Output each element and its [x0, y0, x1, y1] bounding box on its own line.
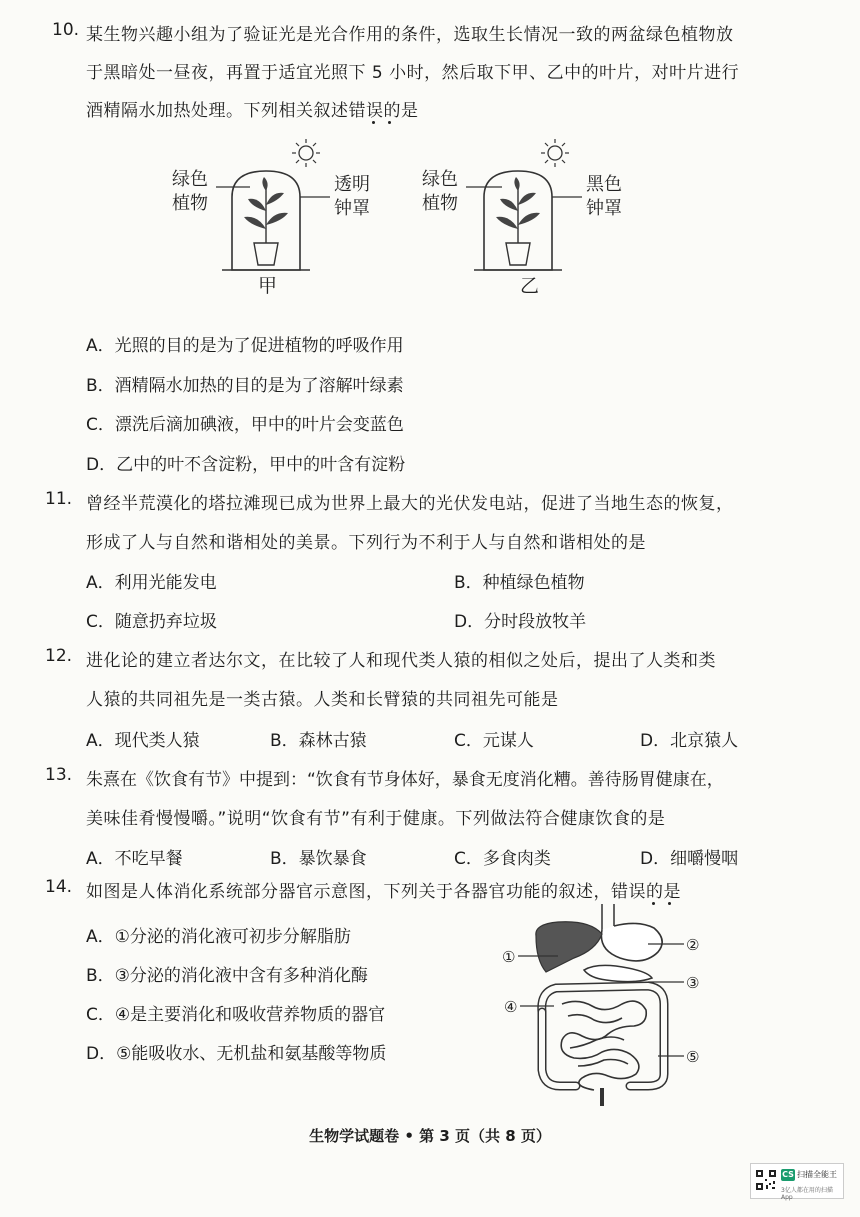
liver — [536, 922, 602, 972]
badge-title: 扫描全能王 — [797, 1170, 837, 1179]
large-intestine — [542, 986, 664, 1086]
esophagus — [602, 904, 614, 930]
right-cover-label-2: 钟罩 — [586, 198, 622, 219]
q10-option-c[interactable]: C．漂洗后滴加碘液，甲中的叶片会变蓝色 — [86, 415, 404, 435]
label-2: ② — [686, 936, 700, 954]
q12-option-d[interactable]: D．北京猿人 — [640, 731, 739, 751]
q11-option-c[interactable]: C．随意扔弃垃圾 — [86, 612, 217, 632]
q13-stem-line2: 美味佳肴慢慢嚼。”说明“饮食有节”有利于健康。下列做法符合健康饮食的是 — [86, 809, 666, 829]
q11-stem-line1: 曾经半荒漠化的塔拉滩现已成为世界上最大的光伏发电站，促进了当地生态的恢复， — [86, 494, 734, 514]
q11-option-a[interactable]: A．利用光能发电 — [86, 573, 217, 593]
q10-number: 10. — [52, 20, 80, 40]
q13-option-b[interactable]: B．暴饮暴食 — [270, 849, 367, 869]
badge-subtitle: 3亿人都在用的扫描App — [781, 1187, 833, 1201]
left-cover-label-1: 透明 — [334, 174, 370, 195]
green-plant — [496, 177, 540, 265]
q14-stem-line1: 如图是人体消化系统部分器官示意图，下列关于各器官功能的叙述，错误的是 — [86, 882, 681, 902]
label-5: ⑤ — [686, 1048, 700, 1066]
q13-option-c[interactable]: C．多食肉类 — [454, 849, 551, 869]
q13-stem-line1: 朱熹在《饮食有节》中提到：“饮食有节身体好，暴食无度消化糟。善待肠胃健康在， — [86, 770, 724, 790]
qr-code-icon — [755, 1169, 777, 1191]
left-cover-label-2: 钟罩 — [334, 198, 370, 219]
scanner-watermark — [750, 1163, 844, 1199]
q11-option-d[interactable]: D．分时段放牧羊 — [454, 612, 587, 632]
sun-icon — [541, 139, 569, 167]
q11-number: 11. — [45, 489, 73, 509]
pancreas — [584, 965, 652, 981]
label-4: ④ — [504, 998, 518, 1016]
q13-option-d[interactable]: D．细嚼慢咽 — [640, 849, 739, 869]
q14-option-c[interactable]: C．④是主要消化和吸收营养物质的器官 — [86, 1005, 386, 1025]
q14-option-a[interactable]: A．①分泌的消化液可初步分解脂肪 — [86, 927, 351, 947]
q10-option-a[interactable]: A．光照的目的是为了促进植物的呼吸作用 — [86, 336, 404, 356]
stomach — [601, 923, 662, 960]
q13-option-a[interactable]: A．不吃早餐 — [86, 849, 183, 869]
q12-option-b[interactable]: B．森林古猿 — [270, 731, 367, 751]
q14-option-d[interactable]: D．⑤能吸收水、无机盐和氨基酸等物质 — [86, 1044, 387, 1064]
q10-experiment-figure — [150, 135, 650, 310]
emphasis-dot — [388, 121, 391, 124]
q13-number: 13. — [45, 765, 73, 785]
small-intestine — [561, 1001, 646, 1090]
digestive-system-figure — [498, 900, 728, 1112]
page-footer: 生物学试题卷 • 第 3 页（共 8 页） — [309, 1127, 551, 1145]
label-1: ① — [502, 948, 516, 966]
q12-stem-line1: 进化论的建立者达尔文，在比较了人和现代类人猿的相似之处后，提出了人类和类 — [86, 651, 716, 671]
q11-option-b[interactable]: B．种植绿色植物 — [454, 573, 585, 593]
sun-icon — [292, 139, 320, 167]
right-plant-label-2: 植物 — [422, 193, 458, 214]
left-caption: 甲 — [258, 275, 278, 297]
q11-stem-line2: 形成了人与自然和谐相处的美景。下列行为不利于人与自然和谐相处的是 — [86, 533, 646, 553]
left-plant-label-1: 绿色 — [172, 169, 208, 190]
right-caption: 乙 — [520, 275, 540, 297]
q12-option-a[interactable]: A．现代类人猿 — [86, 731, 200, 751]
q10-option-d[interactable]: D．乙中的叶不含淀粉，甲中的叶含有淀粉 — [86, 455, 406, 475]
green-plant — [244, 177, 288, 265]
q14-number: 14. — [45, 877, 73, 897]
label-3: ③ — [686, 974, 700, 992]
q10-stem-line1: 某生物兴趣小组为了验证光是光合作用的条件，选取生长情况一致的两盆绿色植物放 — [86, 25, 734, 45]
left-plant-label-2: 植物 — [172, 193, 208, 214]
app-logo: CS — [782, 1170, 794, 1179]
q10-stem-line2: 于黑暗处一昼夜，再置于适宜光照下 5 小时，然后取下甲、乙中的叶片，对叶片进行 — [86, 63, 740, 83]
right-plant-label-1: 绿色 — [422, 169, 458, 190]
emphasis-dot — [372, 121, 375, 124]
q12-number: 12. — [45, 646, 73, 666]
q12-option-c[interactable]: C．元谋人 — [454, 731, 534, 751]
q10-stem-line3: 酒精隔水加热处理。下列相关叙述错误的是 — [86, 101, 419, 121]
right-cover-label-1: 黑色 — [586, 174, 622, 195]
q14-option-b[interactable]: B．③分泌的消化液中含有多种消化酶 — [86, 966, 368, 986]
q10-option-b[interactable]: B．酒精隔水加热的目的是为了溶解叶绿素 — [86, 376, 404, 396]
q12-stem-line2: 人猿的共同祖先是一类古猿。人类和长臂猿的共同祖先可能是 — [86, 690, 559, 710]
